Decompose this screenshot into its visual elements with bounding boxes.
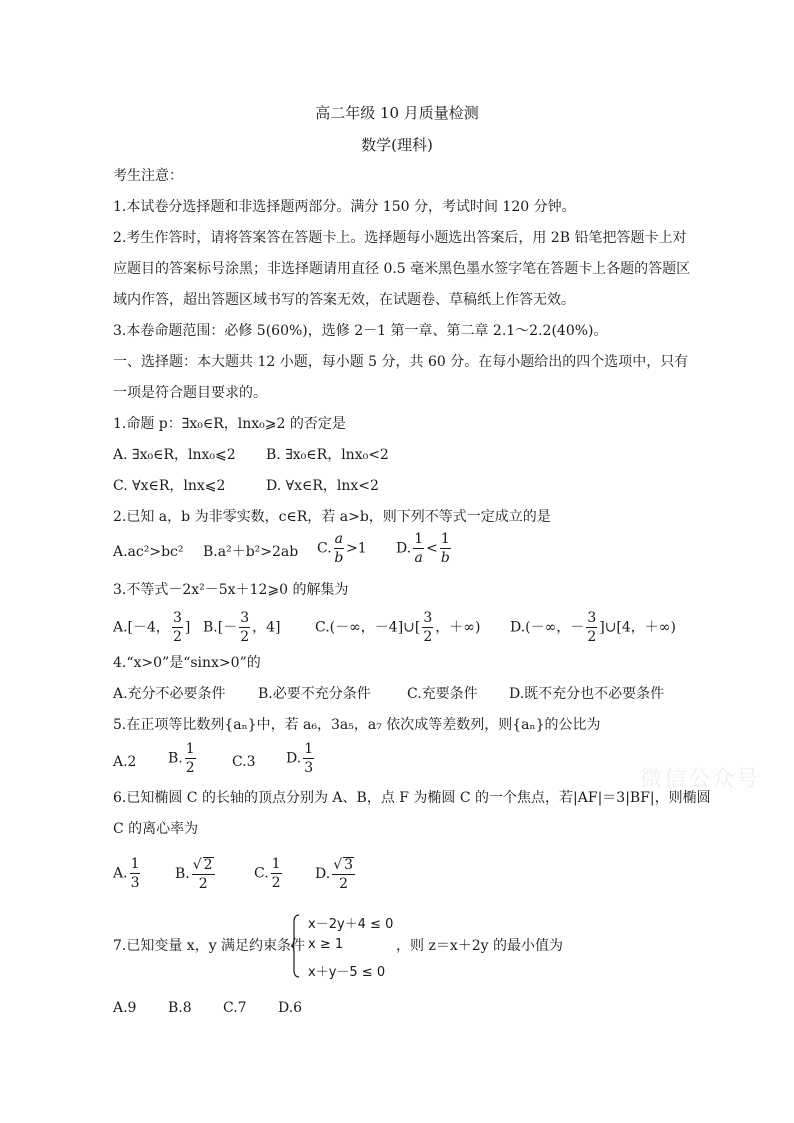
question-2-stem: 2.已知 a，b 为非零实数，c∈R，若 a>b，则下列不等式一定成立的是	[113, 509, 551, 525]
denominator: 3	[304, 760, 314, 776]
question-7-option-d: D.6	[278, 1000, 303, 1016]
question-7-stem-suffix: ，则 z＝x＋2y 的最小值为	[396, 938, 563, 954]
question-3-option-d	[510, 611, 676, 644]
denominator: b	[334, 550, 344, 566]
question-6-option-c	[254, 857, 284, 890]
option-b-label: B.	[168, 750, 183, 767]
option-d-prefix: D.(－∞，－	[510, 619, 585, 636]
denominator: b	[440, 550, 450, 566]
option-b-suffix: ，4]	[252, 619, 281, 636]
option-a-label: A.	[113, 865, 128, 882]
fraction-3-over-2	[172, 611, 183, 644]
question-6-option-a	[113, 857, 142, 890]
numerator: 1	[185, 741, 195, 757]
question-7-option-a: A.9	[113, 1000, 137, 1016]
numerator: 1	[271, 856, 281, 872]
fraction-1-over-b	[440, 532, 451, 565]
question-6-stem-line-1: 6.已知椭圆 C 的长轴的顶点分别为 A、B，点 F 为椭圆 C 的一个焦点，若|AF|＝3|BF|，则椭圆	[113, 790, 711, 806]
option-b-label: B.	[175, 866, 190, 882]
denominator: a	[414, 550, 423, 566]
sqrt-radicand: 3	[344, 857, 354, 873]
option-d-label: D.	[315, 866, 331, 882]
exam-subtitle: 数学(理科)	[361, 136, 433, 154]
numerator: a	[334, 531, 344, 547]
fraction-3-over-2	[422, 611, 433, 644]
constraint-3: x＋y－5 ≤ 0	[308, 965, 386, 980]
question-3-option-c	[315, 611, 480, 644]
numerator: 3	[423, 610, 433, 626]
question-4-option-a: A.充分不必要条件	[113, 686, 226, 702]
option-d-suffix: ]∪[4，＋∞)	[599, 619, 676, 636]
question-2-option-c	[317, 532, 367, 565]
notice-item-2-line-2: 应题目的答案标号涂黑；非选择题请用直径 0.5 毫米黑色墨水签字笔在答题卡上各题的答题区	[113, 261, 691, 277]
option-c-suffix: ，＋∞)	[435, 619, 481, 636]
notice-item-2-line-1: 2.考生作答时，请将答案答在答题卡上。选择题每小题选出答案后，用 2B 铅笔把答题卡上对	[113, 230, 687, 246]
fraction-1-over-2	[185, 742, 196, 775]
notice-item-1: 1.本试卷分选择题和非选择题两部分。满分 150 分，考试时间 120 分钟。	[113, 199, 576, 215]
option-d-label: D.	[396, 540, 412, 557]
fraction-sqrt3-over-2	[332, 857, 355, 891]
option-c-label: C.	[254, 865, 269, 882]
question-2-option-a: A.ac²>bc²	[113, 544, 184, 560]
fraction-1-over-3	[303, 742, 314, 775]
question-2-option-d	[396, 532, 453, 565]
question-4-option-c: C.充要条件	[407, 686, 478, 702]
fraction-3-over-2	[586, 611, 597, 644]
question-4-option-b: B.必要不充分条件	[258, 686, 371, 702]
numerator: 3	[172, 610, 182, 626]
constraint-brace	[290, 914, 300, 978]
denominator: 2	[185, 760, 195, 776]
less-than-sign: <	[426, 540, 438, 557]
section-1-intro-line-2: 一项是符合题目要求的。	[113, 385, 267, 401]
question-5-option-d	[286, 742, 316, 775]
denominator: 2	[172, 629, 182, 645]
question-4-stem: 4.“x>0”是“sinx>0”的	[113, 655, 261, 671]
question-7-option-b: B.8	[168, 1000, 192, 1016]
question-3-stem: 3.不等式－2x²－5x＋12⩾0 的解集为	[113, 582, 349, 598]
fraction-1-over-2	[271, 857, 282, 890]
notice-item-2-line-3: 域内作答，超出答题区域书写的答案无效，在试题卷、草稿纸上作答无效。	[113, 292, 575, 308]
question-5-stem: 5.在正项等比数列{aₙ}中，若 a₆，3a₅，a₇ 依次成等差数列，则{aₙ}的公比为	[113, 717, 601, 733]
watermark: 微信公众号	[640, 767, 761, 792]
question-1-stem: 1.命题 p：∃x₀∈R，lnx₀⩾2 的否定是	[113, 416, 346, 432]
fraction-1-over-a	[413, 532, 424, 565]
constraint-1: x－2y＋4 ≤ 0	[308, 917, 394, 932]
option-c-relation: >1	[346, 540, 367, 557]
option-c-label: C.	[317, 540, 332, 557]
question-5-option-a: A.2	[113, 754, 137, 770]
question-5-option-c: C.3	[232, 754, 256, 770]
question-6-stem-line-2: C 的离心率为	[113, 821, 199, 837]
question-7-stem-prefix: 7.已知变量 x，y 满足约束条件	[113, 938, 306, 954]
sqrt-radicand: 2	[203, 857, 213, 873]
question-7-option-c: C.7	[223, 1000, 247, 1016]
numerator: 3	[587, 610, 597, 626]
option-a-prefix: A.[－4，	[113, 619, 170, 636]
question-3-option-b	[203, 611, 281, 644]
question-6-option-b	[175, 857, 217, 891]
numerator: 1	[130, 856, 140, 872]
option-b-prefix: B.[－	[203, 619, 238, 636]
fraction-a-over-b	[334, 532, 344, 565]
denominator: 2	[240, 629, 250, 645]
option-d-label: D.	[286, 750, 302, 767]
question-1-option-b: B. ∃x₀∈R，lnx₀<2	[266, 447, 389, 463]
question-5-option-b	[168, 742, 198, 775]
denominator: 2	[271, 875, 281, 891]
question-1-option-d: D. ∀x∈R，lnx<2	[266, 478, 379, 494]
fraction-sqrt2-over-2	[192, 857, 215, 891]
numerator: √ 3	[333, 857, 354, 873]
numerator: 1	[304, 741, 314, 757]
numerator: √ 2	[192, 857, 213, 873]
denominator: 2	[423, 629, 433, 645]
option-c-prefix: C.(－∞，－4]∪[	[315, 619, 421, 636]
question-4-option-d: D.既不充分也不必要条件	[509, 686, 665, 702]
fraction-1-over-3	[130, 857, 141, 890]
exam-title: 高二年级 10 月质量检测	[315, 104, 479, 122]
numerator: 1	[440, 531, 450, 547]
notice-heading: 考生注意：	[113, 168, 183, 184]
section-1-intro-line-1: 一、选择题：本大题共 12 小题，每小题 5 分，共 60 分。在每小题给出的四个选项中，只有	[113, 354, 689, 370]
denominator: 3	[130, 875, 140, 891]
option-a-suffix: ]	[184, 619, 191, 636]
denominator: 2	[587, 629, 597, 645]
denominator: 2	[198, 876, 208, 892]
question-6-option-d	[315, 857, 357, 891]
constraint-2: x ≥ 1	[308, 937, 344, 952]
fraction-3-over-2	[239, 611, 250, 644]
denominator: 2	[339, 876, 349, 892]
question-3-option-a	[113, 611, 190, 644]
question-1-option-c: C. ∀x∈R，lnx⩽2	[113, 478, 226, 494]
question-2-option-b: B.a²＋b²>2ab	[203, 544, 299, 560]
notice-item-3: 3.本卷命题范围：必修 5(60%)，选修 2－1 第一章、第二章 2.1～2.2(40%)。	[113, 323, 608, 339]
question-1-option-a: A. ∃x₀∈R，lnx₀⩽2	[113, 447, 236, 463]
numerator: 3	[240, 610, 250, 626]
numerator: 1	[414, 531, 424, 547]
